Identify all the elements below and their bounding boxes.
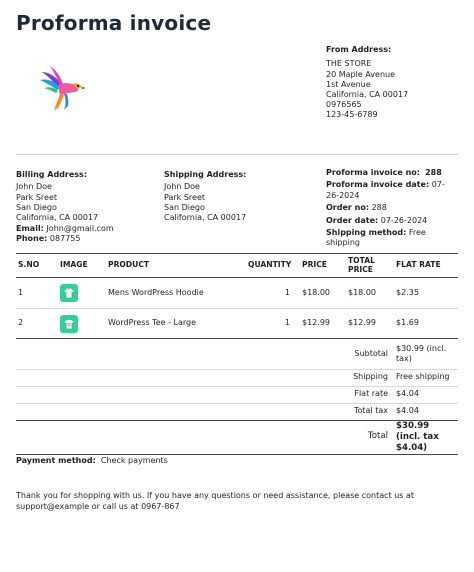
order-number-value: 288 — [371, 203, 387, 213]
row-product: Mens WordPress Hoodie — [106, 278, 246, 309]
invoice-date-label: Proforma invoice date: — [326, 180, 430, 190]
row-product: WordPress Tee - Large — [106, 309, 246, 339]
from-line: 20 Maple Avenue — [326, 69, 396, 79]
row-price: $12.99 — [300, 309, 346, 339]
shipping-line: California, CA 00017 — [164, 213, 247, 223]
header-sno: S.NO — [16, 254, 58, 278]
page-title: Proforma invoice — [16, 11, 212, 35]
shipping-method — [326, 228, 456, 249]
order-date — [326, 216, 456, 226]
invoice-number-label: Proforma invoice no: — [326, 168, 420, 177]
row-sno: 1 — [16, 278, 58, 309]
header-image: IMAGE — [58, 254, 106, 278]
order-date-label: Order date: — [326, 215, 379, 225]
header-product: PRODUCT — [106, 254, 246, 278]
from-line: California, CA 00017 — [326, 90, 409, 99]
invoice-date — [326, 180, 456, 201]
payment-method-label: Payment method: — [16, 456, 96, 465]
grand-total-row — [16, 420, 458, 454]
total-tax-value: $4.04 — [394, 403, 458, 420]
shipping-row — [16, 369, 458, 386]
shipping-line: San Diego — [164, 202, 205, 212]
grand-total-label: Total — [16, 420, 394, 454]
row-image — [58, 309, 106, 339]
billing-email-value: John@gmail.com — [46, 223, 114, 233]
flat-rate-label: Flat rate — [16, 386, 394, 403]
row-flat-rate: $2.35 — [394, 278, 458, 309]
table-row — [16, 278, 458, 309]
row-image — [58, 278, 106, 309]
from-line: 1st Avenue — [326, 79, 371, 89]
header-price: PRICE — [300, 254, 346, 278]
billing-line: John Doe — [16, 182, 52, 192]
shipping-line: Park Sreet — [164, 192, 206, 202]
payment-method-value: Check payments — [100, 456, 168, 465]
payment-method — [16, 456, 168, 466]
flat-rate-row — [16, 386, 458, 403]
thank-you-note: Thank you for shopping with us. If you have any questions or need assistance, please contact us at support@example or call us at 0967-867 — [16, 491, 415, 511]
items-table — [16, 253, 458, 339]
table-row — [16, 309, 458, 339]
header-flat-rate: FLAT RATE — [394, 254, 458, 278]
order-number-label: Order no: — [326, 203, 370, 213]
from-address — [326, 45, 466, 121]
table-header-row — [16, 254, 458, 278]
shipping-total-label: Shipping — [16, 369, 394, 386]
invoice-number — [326, 168, 456, 178]
row-price: $18.00 — [300, 278, 346, 309]
flat-rate-value: $4.04 — [394, 386, 458, 403]
billing-phone-label: Phone: — [16, 233, 48, 243]
billing-line: Park Sreet — [16, 192, 58, 202]
from-address-label: From Address: — [326, 45, 392, 54]
shipping-address-label: Shipping Address: — [164, 170, 247, 179]
order-date-value: 07-26-2024 — [380, 215, 428, 225]
bird-logo-icon — [36, 62, 88, 114]
total-tax-row — [16, 403, 458, 420]
invoice-meta — [326, 168, 456, 251]
row-flat-rate: $1.69 — [394, 309, 458, 339]
shipping-total-value: Free shipping — [394, 369, 458, 386]
billing-address-label: Billing Address: — [16, 170, 88, 179]
invoice-number-value: 288 — [425, 168, 442, 177]
subtotal-row — [16, 340, 458, 369]
shipping-method-value: Free shipping — [326, 228, 426, 248]
invoice-date-value: 07-26-2024 — [326, 180, 445, 200]
tshirt-icon — [60, 315, 78, 333]
totals-table — [16, 340, 458, 455]
shipping-line: John Doe — [164, 182, 200, 192]
billing-phone — [16, 234, 156, 244]
row-quantity: 1 — [246, 278, 300, 309]
billing-address — [16, 170, 156, 244]
subtotal-value: $30.99 (incl. tax) — [394, 340, 458, 369]
from-line: 0976565 — [326, 100, 362, 110]
billing-email-label: Email: — [16, 223, 44, 233]
row-quantity: 1 — [246, 309, 300, 339]
total-tax-label: Total tax — [16, 403, 394, 420]
billing-email — [16, 224, 156, 234]
header-quantity: QUANTITY — [246, 254, 300, 278]
subtotal-label: Subtotal — [16, 340, 394, 369]
hoodie-icon — [60, 284, 78, 302]
row-total-price: $18.00 — [346, 278, 394, 309]
billing-line: San Diego — [16, 202, 57, 212]
divider — [16, 154, 458, 155]
billing-line: California, CA 00017 — [16, 213, 99, 223]
from-line: 123-45-6789 — [326, 110, 378, 120]
row-total-price: $12.99 — [346, 309, 394, 339]
billing-phone-value: 087755 — [49, 233, 81, 243]
grand-total-value: $30.99 (incl. tax $4.04) — [394, 420, 458, 454]
header-total-price: TOTAL PRICE — [346, 254, 394, 278]
row-sno: 2 — [16, 309, 58, 339]
order-number — [326, 203, 456, 213]
shipping-address — [164, 170, 304, 224]
shipping-method-label: Shipping method: — [326, 228, 407, 238]
from-line: THE STORE — [326, 59, 372, 69]
